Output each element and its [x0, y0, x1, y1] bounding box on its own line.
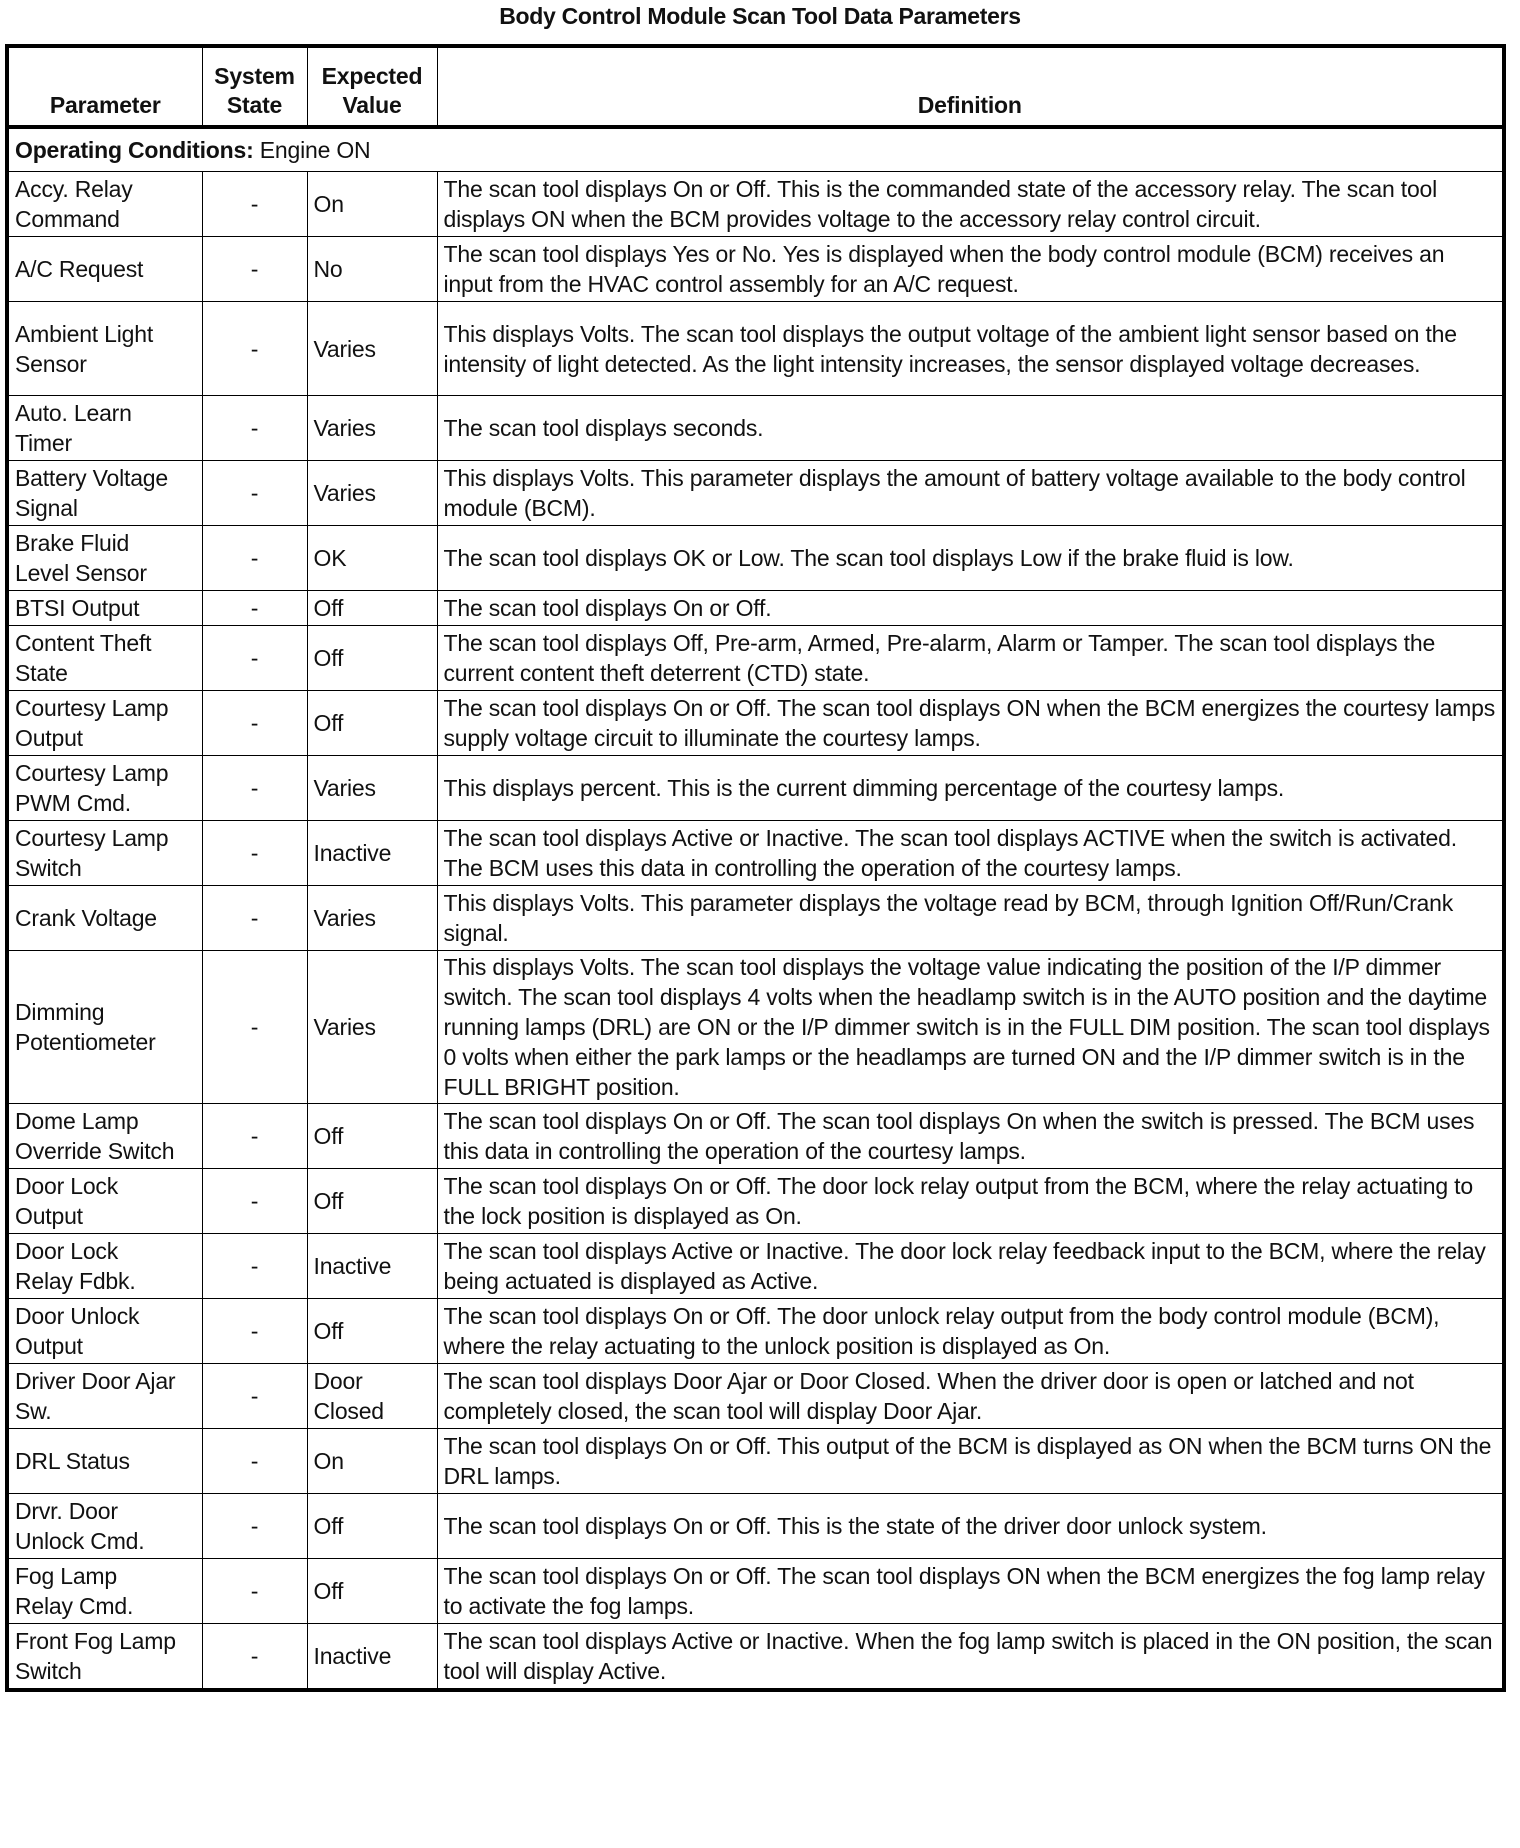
definition-cell: The scan tool displays Door Ajar or Door Closed. When the driver door is open or latched and not completely closed, the scan tool will display Door Ajar. [437, 1364, 1504, 1429]
parameter-cell [7, 1624, 202, 1691]
operating-conditions-label: Operating Conditions: [15, 137, 254, 163]
definition-cell: The scan tool displays Active or Inactive. When the fog lamp switch is placed in the ON position, the scan tool will display Active. [437, 1624, 1504, 1691]
parameter-name-line1: Driver Door Ajar [15, 1368, 176, 1394]
system-state-cell: - [202, 1169, 307, 1234]
expected-value-line1: Inactive [313, 1643, 392, 1669]
system-state-cell: - [202, 172, 307, 237]
parameter-cell [7, 461, 202, 526]
system-state-cell: - [202, 1429, 307, 1494]
expected-value-line1: Varies [313, 335, 376, 362]
parameter-name-line1: Fog Lamp [15, 1563, 117, 1589]
parameter-cell [7, 1299, 202, 1364]
table-row [7, 756, 1504, 821]
parameter-name-line1: BTSI Output [15, 595, 140, 621]
definition-cell: The scan tool displays On or Off. This is the state of the driver door unlock system. [437, 1494, 1504, 1559]
system-state-cell: - [202, 1559, 307, 1624]
expected-value-line1: Off [313, 1578, 344, 1604]
table-row [7, 821, 1504, 886]
system-state-cell: - [202, 591, 307, 626]
expected-value-cell [307, 1494, 437, 1559]
parameter-cell [7, 1364, 202, 1429]
definition-cell: This displays Volts. The scan tool displays the output voltage of the ambient light sensor based on the intensity of light detected. As the light intensity increases, the sensor displayed voltage decreases. [437, 302, 1504, 396]
parameter-name-line2: State [15, 660, 68, 686]
definition-cell: This displays Volts. The scan tool displays the voltage value indicating the position of the I/P dimmer switch. The scan tool displays 4 volts when the headlamp switch is in the AUTO position and the daytime running lamps (DRL) are ON or the I/P dimmer switch is in the FULL DIM position. The scan tool displays 0 volts when either the park lamps or the headlamps are turned ON and the I/P dimmer switch is in the FULL BRIGHT position. [437, 951, 1504, 1104]
parameter-name-line1: Dome Lamp [15, 1108, 139, 1134]
expected-value-line1: Off [313, 1513, 344, 1539]
system-state-cell: - [202, 1104, 307, 1169]
expected-value-line1: Off [313, 1318, 344, 1344]
parameter-cell [7, 1104, 202, 1169]
parameter-name-line1: Battery Voltage [15, 465, 168, 491]
definition-cell: The scan tool displays Off, Pre-arm, Armed, Pre-alarm, Alarm or Tamper. The scan tool displays the current content theft deterrent (CTD) state. [437, 626, 1504, 691]
expected-value-cell [307, 691, 437, 756]
parameter-name-line2: Output [15, 1203, 83, 1229]
expected-value-cell [307, 626, 437, 691]
definition-cell: The scan tool displays Active or Inactive. The scan tool displays ACTIVE when the switch is activated. The BCM uses this data in controlling the operation of the courtesy lamps. [437, 821, 1504, 886]
expected-value-cell [307, 591, 437, 626]
definition-cell: The scan tool displays On or Off. The scan tool displays ON when the BCM energizes the fog lamp relay to activate the fog lamps. [437, 1559, 1504, 1624]
parameter-cell [7, 1429, 202, 1494]
definition-cell: The scan tool displays seconds. [437, 396, 1504, 461]
table-row [7, 1559, 1504, 1624]
parameter-name-line2: Timer [15, 430, 72, 456]
definition-cell: The scan tool displays On or Off. This is the commanded state of the accessory relay. The scan tool displays ON when the BCM provides voltage to the accessory relay control circuit. [437, 172, 1504, 237]
header-system-state: System State [202, 46, 307, 127]
definition-cell: The scan tool displays Yes or No. Yes is displayed when the body control module (BCM) receives an input from the HVAC control assembly for an A/C request. [437, 237, 1504, 302]
system-state-cell: - [202, 626, 307, 691]
parameter-cell [7, 1494, 202, 1559]
parameter-name-line1: Drvr. Door [15, 1498, 118, 1524]
page-title: Body Control Module Scan Tool Data Parameters [499, 3, 1021, 29]
parameter-name-line2: Override Switch [15, 1138, 175, 1164]
table-row [7, 396, 1504, 461]
table-row [7, 1624, 1504, 1691]
parameter-name-line1: Door Lock [15, 1173, 119, 1199]
parameter-name-line2: Potentiometer [15, 1029, 156, 1055]
table-row [7, 951, 1504, 1104]
expected-value-line1: Door [313, 1368, 363, 1394]
header-definition: Definition [437, 46, 1504, 127]
definition-cell: The scan tool displays On or Off. The door lock relay output from the BCM, where the relay actuating to the lock position is displayed as On. [437, 1169, 1504, 1234]
table-row [7, 1299, 1504, 1364]
parameter-name-line1: Front Fog Lamp [15, 1628, 176, 1654]
expected-value-line1: Off [313, 710, 344, 736]
system-state-cell: - [202, 886, 307, 951]
parameter-name-line2: Level Sensor [15, 560, 147, 586]
expected-value-line1: Inactive [313, 840, 392, 866]
parameter-cell [7, 302, 202, 396]
system-state-cell: - [202, 1234, 307, 1299]
system-state-cell: - [202, 821, 307, 886]
parameter-cell [7, 821, 202, 886]
expected-value-cell [307, 302, 437, 396]
table-header-row [7, 46, 1504, 127]
expected-value-cell [307, 951, 437, 1104]
parameter-name-line1: Crank Voltage [15, 905, 157, 931]
parameter-name-line2: Switch [15, 855, 82, 881]
header-expected-value: Expected Value [307, 46, 437, 127]
definition-cell: The scan tool displays OK or Low. The scan tool displays Low if the brake fluid is low. [437, 526, 1504, 591]
parameter-name-line2: PWM Cmd. [15, 790, 131, 816]
table-row [7, 626, 1504, 691]
parameter-name-line1: Dimming [15, 999, 105, 1025]
expected-value-cell [307, 396, 437, 461]
expected-value-cell [307, 461, 437, 526]
expected-value-cell [307, 1104, 437, 1169]
table-row [7, 1494, 1504, 1559]
parameter-cell [7, 591, 202, 626]
table-row [7, 886, 1504, 951]
expected-value-cell [307, 172, 437, 237]
expected-value-line1: Varies [313, 1014, 376, 1040]
parameter-name-line2: Sw. [15, 1398, 52, 1424]
operating-conditions [7, 127, 1504, 172]
parameter-name-line2: Output [15, 1333, 83, 1359]
definition-cell: The scan tool displays On or Off. The scan tool displays On when the switch is pressed. The BCM uses this data in controlling the operation of the courtesy lamps. [437, 1104, 1504, 1169]
parameter-cell [7, 691, 202, 756]
parameter-cell [7, 237, 202, 302]
parameter-name-line2: Relay Fdbk. [15, 1268, 136, 1294]
expected-value-line1: OK [313, 545, 347, 571]
definition-cell: The scan tool displays On or Off. This output of the BCM is displayed as ON when the BCM turns ON the DRL lamps. [437, 1429, 1504, 1494]
parameter-name-line2: Output [15, 725, 83, 751]
expected-value-line1: Off [313, 595, 344, 621]
parameter-cell [7, 951, 202, 1104]
expected-value-line1: Off [313, 1123, 344, 1149]
parameter-name-line1: Content Theft [15, 630, 152, 656]
expected-value-line1: No [313, 256, 343, 282]
table-row [7, 1234, 1504, 1299]
parameter-name-line1: Door Unlock [15, 1303, 140, 1329]
parameter-name-line1: A/C Request [15, 256, 144, 282]
system-state-cell: - [202, 1494, 307, 1559]
table-row [7, 1104, 1504, 1169]
operating-conditions-row [7, 127, 1504, 172]
parameter-name-line1: Courtesy Lamp [15, 695, 169, 721]
expected-value-cell [307, 526, 437, 591]
parameter-cell [7, 626, 202, 691]
definition-cell: This displays Volts. This parameter displays the amount of battery voltage available to the body control module (BCM). [437, 461, 1504, 526]
definition-cell: The scan tool displays Active or Inactive. The door lock relay feedback input to the BCM, where the relay being actuated is displayed as Active. [437, 1234, 1504, 1299]
expected-value-cell [307, 1624, 437, 1691]
system-state-cell: - [202, 237, 307, 302]
definition-cell: The scan tool displays On or Off. [437, 591, 1504, 626]
parameter-name-line1: Courtesy Lamp [15, 825, 169, 851]
expected-value-line1: Varies [313, 415, 376, 441]
definition-cell: The scan tool displays On or Off. The scan tool displays ON when the BCM energizes the courtesy lamps supply voltage circuit to illuminate the courtesy lamps. [437, 691, 1504, 756]
expected-value-line1: Off [313, 645, 344, 671]
expected-value-cell [307, 1559, 437, 1624]
parameter-cell [7, 1234, 202, 1299]
parameter-name-line2: Sensor [15, 350, 87, 377]
expected-value-line1: Off [313, 1188, 344, 1214]
expected-value-cell [307, 1364, 437, 1429]
table-row [7, 526, 1504, 591]
table-row [7, 1169, 1504, 1234]
parameter-name-line1: Brake Fluid [15, 530, 130, 556]
system-state-cell: - [202, 302, 307, 396]
expected-value-cell [307, 1169, 437, 1234]
table-row [7, 461, 1504, 526]
expected-value-line1: Inactive [313, 1253, 392, 1279]
definition-cell: This displays percent. This is the current dimming percentage of the courtesy lamps. [437, 756, 1504, 821]
system-state-cell: - [202, 1299, 307, 1364]
parameter-name-line1: Auto. Learn [15, 400, 132, 426]
definition-cell: This displays Volts. This parameter displays the voltage read by BCM, through Ignition Off/Run/Crank signal. [437, 886, 1504, 951]
expected-value-line1: Varies [313, 905, 376, 931]
operating-conditions-value: Engine ON [253, 137, 371, 163]
parameter-name-line1: Courtesy Lamp [15, 760, 169, 786]
system-state-cell: - [202, 526, 307, 591]
parameter-name-line2: Relay Cmd. [15, 1593, 134, 1619]
system-state-cell: - [202, 691, 307, 756]
parameter-cell [7, 1559, 202, 1624]
expected-value-line2: Closed [313, 1398, 384, 1424]
table-row [7, 591, 1504, 626]
system-state-cell: - [202, 396, 307, 461]
expected-value-line1: On [313, 1448, 344, 1474]
expected-value-cell [307, 1234, 437, 1299]
expected-value-line1: Varies [313, 775, 376, 801]
parameter-cell [7, 1169, 202, 1234]
parameter-cell [7, 526, 202, 591]
scan-tool-data-table [5, 44, 1506, 1692]
definition-cell: The scan tool displays On or Off. The door unlock relay output from the body control module (BCM), where the relay actuating to the unlock position is displayed as On. [437, 1299, 1504, 1364]
parameter-name-line2: Signal [15, 495, 78, 521]
parameter-name-line2: Command [15, 206, 120, 232]
system-state-cell: - [202, 1364, 307, 1429]
parameter-cell [7, 756, 202, 821]
system-state-cell: - [202, 461, 307, 526]
expected-value-line1: On [313, 191, 344, 217]
table-row [7, 1429, 1504, 1494]
table-row [7, 1364, 1504, 1429]
parameter-cell [7, 886, 202, 951]
system-state-cell: - [202, 951, 307, 1104]
header-parameter: Parameter [7, 46, 202, 127]
expected-value-cell [307, 1299, 437, 1364]
parameter-cell [7, 396, 202, 461]
expected-value-cell [307, 821, 437, 886]
parameter-name-line1: DRL Status [15, 1448, 130, 1474]
expected-value-cell [307, 1429, 437, 1494]
table-row [7, 172, 1504, 237]
parameter-name-line2: Switch [15, 1658, 82, 1684]
table-row [7, 302, 1504, 396]
expected-value-cell [307, 756, 437, 821]
parameter-name-line1: Accy. Relay [15, 176, 133, 202]
parameter-cell [7, 172, 202, 237]
expected-value-cell [307, 237, 437, 302]
system-state-cell: - [202, 1624, 307, 1691]
table-row [7, 237, 1504, 302]
expected-value-line1: Varies [313, 480, 376, 506]
expected-value-cell [307, 886, 437, 951]
parameter-name-line1: Door Lock [15, 1238, 119, 1264]
parameter-name-line1: Ambient Light [15, 320, 154, 347]
table-body [7, 172, 1504, 1691]
system-state-cell: - [202, 756, 307, 821]
parameter-name-line2: Unlock Cmd. [15, 1528, 145, 1554]
table-row [7, 691, 1504, 756]
